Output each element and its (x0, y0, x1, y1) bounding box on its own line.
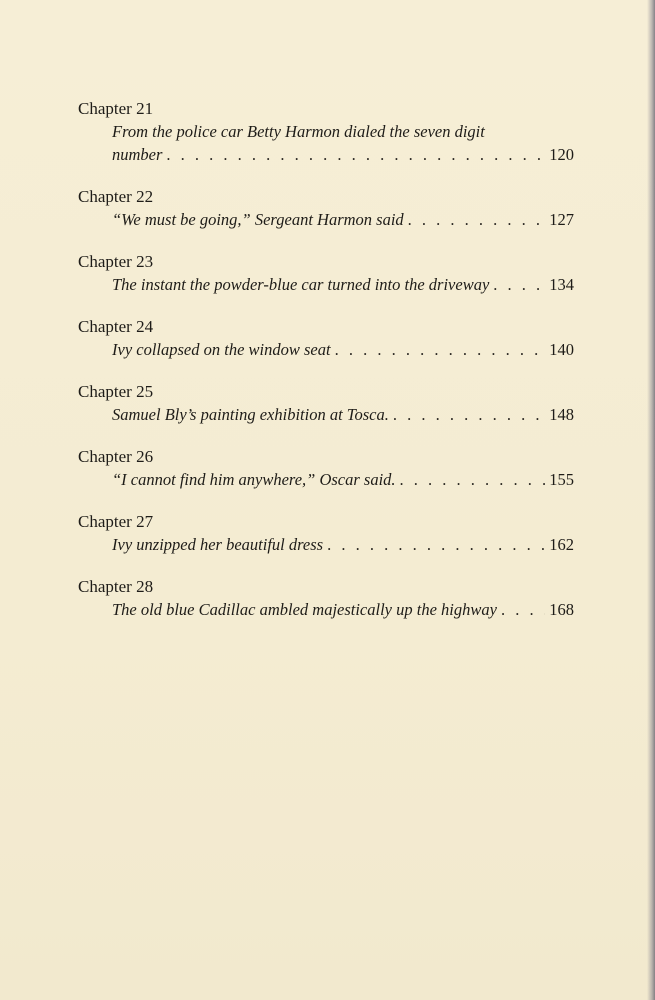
dot-leader (393, 403, 545, 426)
toc-line (78, 403, 574, 426)
chapter-heading: Chapter 25 (78, 382, 154, 401)
chapter-heading: Chapter 28 (78, 577, 154, 596)
page-number: 134 (549, 275, 574, 294)
chapter-title: The instant the powder-blue car turned into the driveway (112, 275, 490, 294)
toc-line (78, 598, 574, 621)
toc-line (78, 533, 574, 556)
dot-leader (501, 598, 545, 621)
toc-line (78, 273, 574, 296)
toc-entry-chapter-23 (78, 251, 574, 296)
page-number: 140 (549, 340, 574, 359)
toc-entry-chapter-22 (78, 186, 574, 231)
dot-leader (327, 533, 545, 556)
dot-leader (166, 143, 545, 166)
dot-leader (408, 208, 546, 231)
page-number: 162 (549, 535, 574, 554)
toc-entry-chapter-28 (78, 576, 574, 621)
chapter-title: number (112, 145, 163, 164)
toc-line (78, 208, 574, 231)
chapter-title: The old blue Cadillac ambled majestically up the highway (112, 600, 497, 619)
chapter-title: Ivy unzipped her beautiful dress (112, 535, 324, 554)
chapter-heading: Chapter 24 (78, 317, 154, 336)
chapter-title-line-1: From the police car Betty Harmon dialed the seven digit (112, 122, 485, 141)
chapter-heading: Chapter 21 (78, 99, 154, 118)
dot-leader (493, 273, 545, 296)
page-number: 127 (549, 210, 574, 229)
chapter-heading: Chapter 27 (78, 512, 154, 531)
table-of-contents (78, 98, 574, 641)
chapter-title: Ivy collapsed on the window seat (112, 340, 331, 359)
page-edge-shadow (647, 0, 655, 1000)
toc-entry-chapter-21 (78, 98, 574, 166)
chapter-title: “I cannot find him anywhere,” Oscar said. (112, 470, 396, 489)
chapter-heading: Chapter 22 (78, 187, 154, 206)
toc-entry-chapter-24 (78, 316, 574, 361)
page-number: 168 (549, 600, 574, 619)
toc-entry-chapter-26 (78, 446, 574, 491)
page-number: 155 (549, 470, 574, 489)
chapter-heading: Chapter 26 (78, 447, 154, 466)
dot-leader (400, 468, 546, 491)
chapter-title: “We must be going,” Sergeant Harmon said (112, 210, 404, 229)
dot-leader (335, 338, 546, 361)
toc-line (78, 468, 574, 491)
page-number: 148 (549, 405, 574, 424)
page-number: 120 (549, 145, 574, 164)
chapter-heading: Chapter 23 (78, 252, 154, 271)
toc-entry-chapter-25 (78, 381, 574, 426)
chapter-title: Samuel Bly’s painting exhibition at Tosca. (112, 405, 389, 424)
toc-line (78, 143, 574, 166)
toc-entry-chapter-27 (78, 511, 574, 556)
toc-line (78, 338, 574, 361)
